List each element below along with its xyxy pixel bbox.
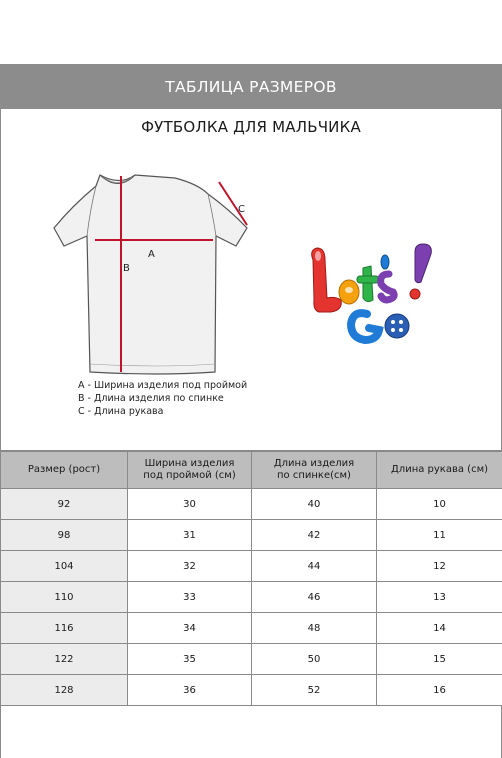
product-title: ФУТБОЛКА ДЛЯ МАЛЬЧИКА xyxy=(141,118,361,136)
cell-width: 35 xyxy=(128,644,252,675)
table-row xyxy=(1,675,502,706)
cell-size: 104 xyxy=(1,551,128,582)
cell-size: 110 xyxy=(1,582,128,613)
header-bar xyxy=(0,64,502,109)
cell-size: 122 xyxy=(1,644,128,675)
cell-size: 116 xyxy=(1,613,128,644)
cell-length: 42 xyxy=(252,520,377,551)
cell-sleeve: 15 xyxy=(377,644,502,675)
cell-size: 92 xyxy=(1,489,128,520)
table-row xyxy=(1,644,502,675)
legend-item-c: C - Длина рукава xyxy=(78,406,164,417)
legend-item-a: A - Ширина изделия под проймой xyxy=(78,380,248,391)
cell-sleeve: 12 xyxy=(377,551,502,582)
cell-width: 31 xyxy=(128,520,252,551)
cell-size: 128 xyxy=(1,675,128,706)
cell-width: 33 xyxy=(128,582,252,613)
cell-length: 44 xyxy=(252,551,377,582)
legend-item-b: B - Длина изделия по спинке xyxy=(78,393,224,404)
cell-sleeve: 13 xyxy=(377,582,502,613)
cell-sleeve: 14 xyxy=(377,613,502,644)
measurement-diagram xyxy=(0,150,502,390)
cell-sleeve: 10 xyxy=(377,489,502,520)
column-header-length: Длина изделия по спинке(см) xyxy=(252,452,377,489)
tshirt-diagram-svg xyxy=(0,150,502,390)
cell-width: 36 xyxy=(128,675,252,706)
table-header-row xyxy=(1,452,502,489)
table-row xyxy=(1,613,502,644)
table-row xyxy=(1,582,502,613)
table-row xyxy=(1,551,502,582)
table-row xyxy=(1,489,502,520)
table-row xyxy=(1,520,502,551)
brand-logo-icon xyxy=(312,244,432,340)
cell-width: 30 xyxy=(128,489,252,520)
cell-sleeve: 11 xyxy=(377,520,502,551)
cell-length: 46 xyxy=(252,582,377,613)
cell-length: 40 xyxy=(252,489,377,520)
header-title: ТАБЛИЦА РАЗМЕРОВ xyxy=(165,77,337,96)
label-c: C xyxy=(238,204,245,215)
column-header-size: Размер (рост) xyxy=(1,452,128,489)
cell-length: 48 xyxy=(252,613,377,644)
cell-size: 98 xyxy=(1,520,128,551)
cell-sleeve: 16 xyxy=(377,675,502,706)
label-a: A xyxy=(148,249,155,260)
cell-length: 50 xyxy=(252,644,377,675)
column-header-width: Ширина изделия под проймой (см) xyxy=(128,452,252,489)
tshirt-outline-icon xyxy=(54,175,247,374)
column-header-sleeve: Длина рукава (см) xyxy=(377,452,502,489)
cell-width: 34 xyxy=(128,613,252,644)
size-table xyxy=(0,451,502,706)
legend xyxy=(78,379,247,418)
label-b: B xyxy=(123,263,130,274)
cell-length: 52 xyxy=(252,675,377,706)
cell-width: 32 xyxy=(128,551,252,582)
